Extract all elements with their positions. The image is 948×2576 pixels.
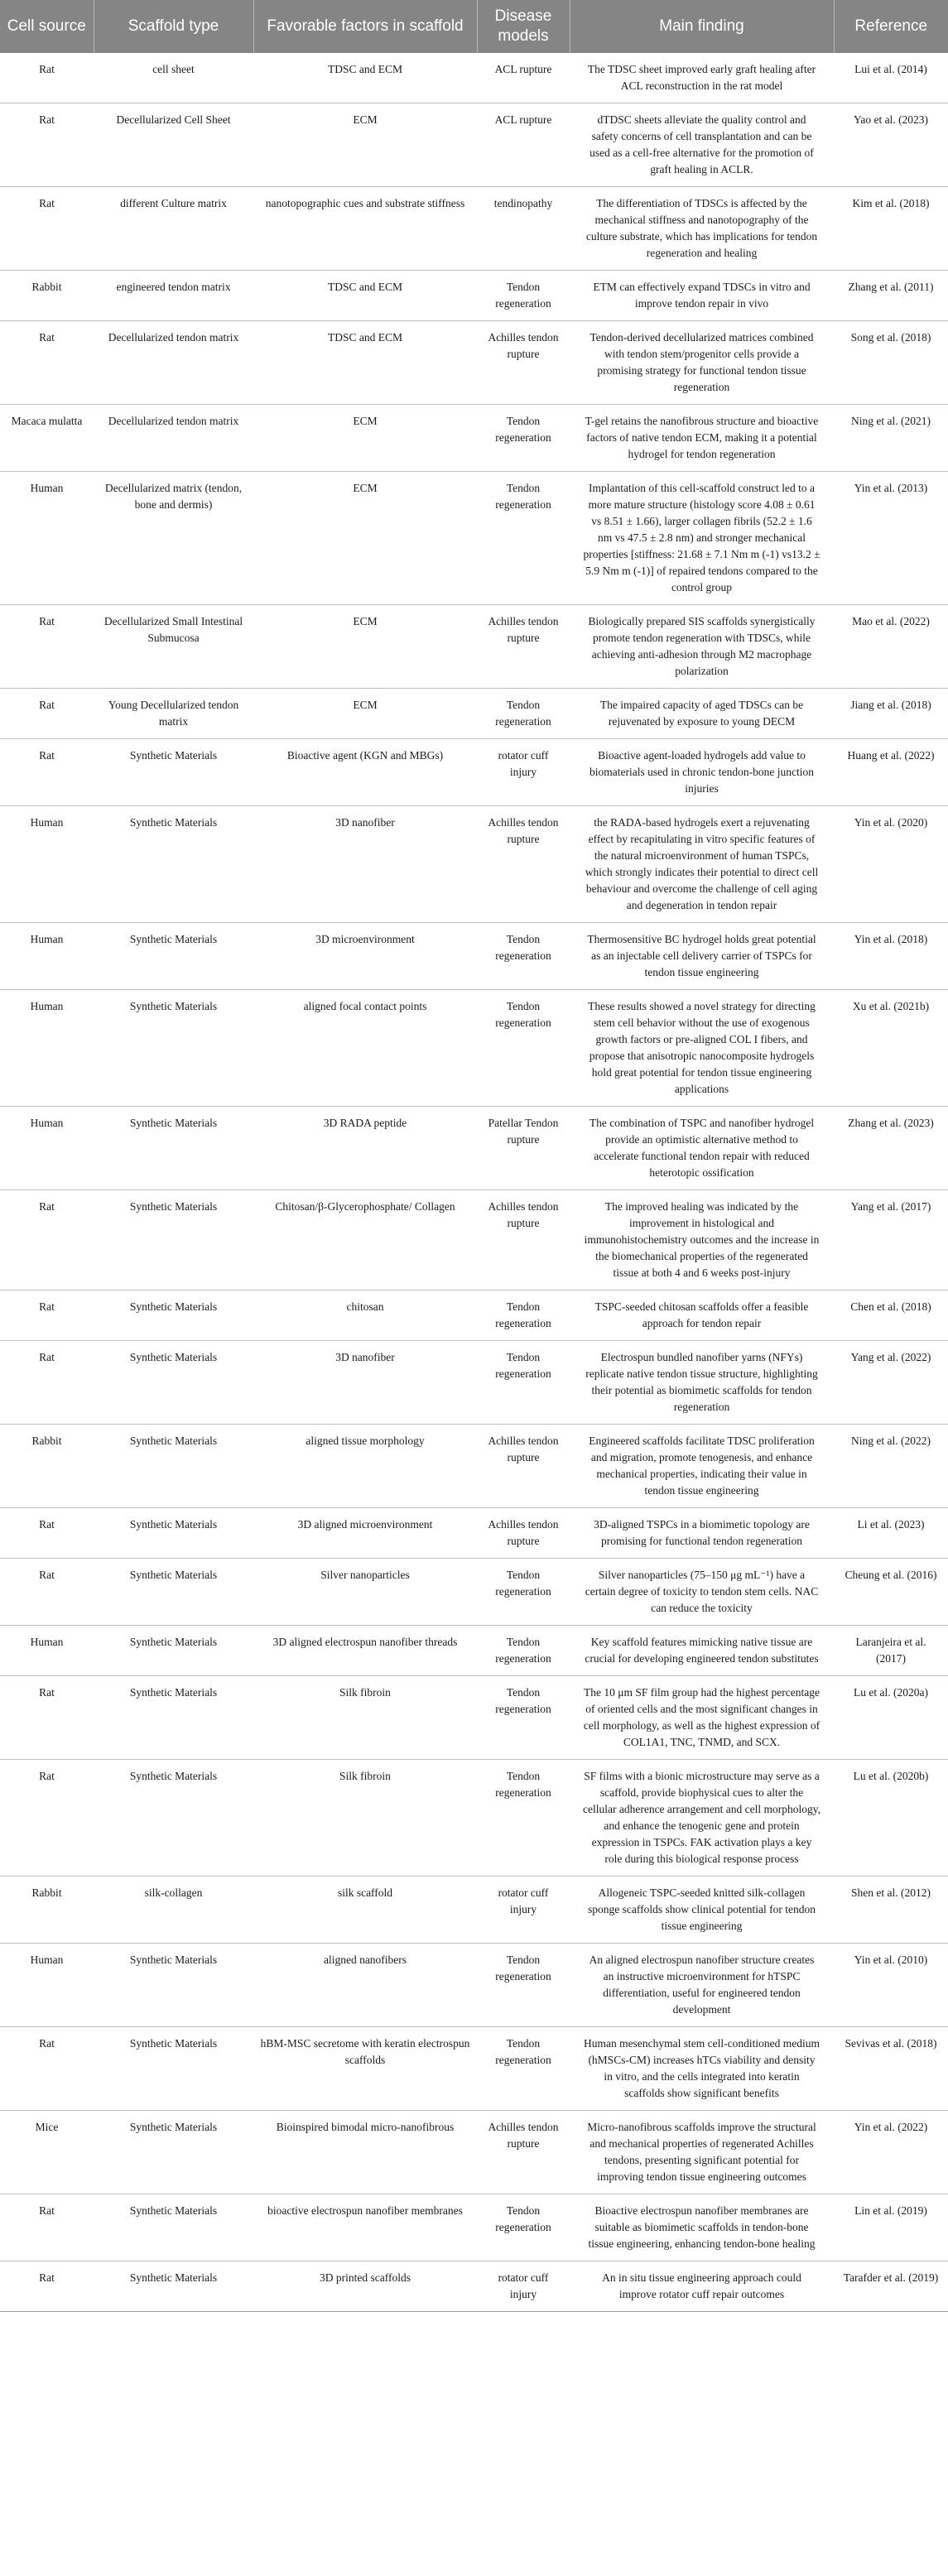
main-finding-cell: dTDSC sheets alleviate the quality control and safety concerns of cell transplantation and can be used as a cell-free alternative for the promotion of graft healing in ACLR. [570,103,834,187]
main-finding-cell: The impaired capacity of aged TDSCs can be rejuvenated by exposure to young DECM [570,689,834,739]
scaffold-type-cell: Synthetic Materials [94,923,253,990]
scaffold-type-cell: Decellularized matrix (tendon, bone and dermis) [94,472,253,605]
reference-cell: Chen et al. (2018) [834,1290,948,1341]
reference-cell: Yang et al. (2017) [834,1190,948,1290]
header-main-finding: Main finding [570,0,834,53]
table-row [0,2194,948,2261]
reference-cell: Song et al. (2018) [834,321,948,405]
scaffold-type-cell: Synthetic Materials [94,990,253,1107]
cell-source-cell: Rat [0,605,94,689]
disease-model-cell: ACL rupture [477,103,570,187]
cell-source-cell: Rat [0,1290,94,1341]
cell-source-cell: Human [0,1107,94,1190]
table-row [0,1107,948,1190]
main-finding-cell: The 10 μm SF film group had the highest percentage of oriented cells and the most significant changes in cell morphology, as well as the highest expression of COL1A1, TNC, TNMD, and SCX. [570,1676,834,1760]
cell-source-cell: Rat [0,321,94,405]
reference-cell: Lu et al. (2020a) [834,1676,948,1760]
cell-source-cell: Human [0,923,94,990]
header-cell-source: Cell source [0,0,94,53]
scaffold-type-cell: Synthetic Materials [94,1626,253,1676]
header-disease-models: Disease models [477,0,570,53]
scaffold-type-cell: Synthetic Materials [94,1944,253,2027]
disease-model-cell: Tendon regeneration [477,689,570,739]
reference-cell: Mao et al. (2022) [834,605,948,689]
scaffold-type-cell: Synthetic Materials [94,1107,253,1190]
disease-model-cell: rotator cuff injury [477,2261,570,2312]
main-finding-cell: SF films with a bionic microstructure may serve as a scaffold, provide biophysical cues to alter the cellular adherence arrangement and cell morphology, and enhance the tenogenic gene and protein expression in TSPCs. FAK activation plays a key role during this biological response process [570,1760,834,1877]
disease-model-cell: Tendon regeneration [477,271,570,321]
cell-source-cell: Rabbit [0,1425,94,1508]
table-row [0,2111,948,2194]
table-row [0,321,948,405]
reference-cell: Ning et al. (2021) [834,405,948,472]
cell-source-cell: Macaca mulatta [0,405,94,472]
table-row [0,103,948,187]
main-finding-cell: Biologically prepared SIS scaffolds synergistically promote tendon regeneration with TDSCs, while achieving anti-adhesion through M2 macrophage polarization [570,605,834,689]
disease-model-cell: Tendon regeneration [477,990,570,1107]
disease-model-cell: Tendon regeneration [477,1944,570,2027]
cell-source-cell: Rat [0,1676,94,1760]
table-row [0,1760,948,1877]
disease-model-cell: ACL rupture [477,53,570,103]
favorable-factors-cell: ECM [253,103,477,187]
main-finding-cell: Key scaffold features mimicking native tissue are crucial for developing engineered tendon substitutes [570,1626,834,1676]
main-finding-cell: Engineered scaffolds facilitate TDSC proliferation and migration, promote tenogenesis, and enhance mechanical properties, indicating their value in tendon tissue engineering [570,1425,834,1508]
reference-cell: Jiang et al. (2018) [834,689,948,739]
table-row [0,1877,948,1944]
header-row [0,0,948,53]
cell-source-cell: Rat [0,1760,94,1877]
table-row [0,923,948,990]
scaffold-type-cell: Decellularized Cell Sheet [94,103,253,187]
reference-cell: Yang et al. (2022) [834,1341,948,1425]
cell-source-cell: Rat [0,2194,94,2261]
scaffold-type-cell: Synthetic Materials [94,1676,253,1760]
favorable-factors-cell: aligned nanofibers [253,1944,477,2027]
table-row [0,739,948,806]
scaffold-type-cell: Synthetic Materials [94,2111,253,2194]
cell-source-cell: Human [0,472,94,605]
favorable-factors-cell: TDSC and ECM [253,321,477,405]
table-row [0,187,948,271]
favorable-factors-cell: silk scaffold [253,1877,477,1944]
cell-source-cell: Rabbit [0,271,94,321]
favorable-factors-cell: ECM [253,689,477,739]
disease-model-cell: Achilles tendon rupture [477,806,570,923]
cell-source-cell: Rat [0,689,94,739]
scaffold-type-cell: Synthetic Materials [94,1559,253,1626]
main-finding-cell: ETM can effectively expand TDSCs in vitro and improve tendon repair in vivo [570,271,834,321]
main-finding-cell: Bioactive agent-loaded hydrogels add value to biomaterials used in chronic tendon-bone junction injuries [570,739,834,806]
reference-cell: Shen et al. (2012) [834,1877,948,1944]
scaffold-type-cell: Synthetic Materials [94,1290,253,1341]
table-row [0,2027,948,2111]
disease-model-cell: Tendon regeneration [477,2194,570,2261]
main-finding-cell: T-gel retains the nanofibrous structure and bioactive factors of native tendon ECM, making it a potential hydrogel for tendon regeneration [570,405,834,472]
header-favorable-factors: Favorable factors in scaffold [253,0,477,53]
cell-source-cell: Rat [0,1559,94,1626]
table-row [0,1559,948,1626]
scaffold-type-cell: Decellularized tendon matrix [94,321,253,405]
favorable-factors-cell: Silver nanoparticles [253,1559,477,1626]
main-finding-cell: Silver nanoparticles (75–150 μg mL⁻¹) have a certain degree of toxicity to tendon stem cells. NAC can reduce the toxicity [570,1559,834,1626]
scaffold-type-cell: Decellularized Small Intestinal Submucosa [94,605,253,689]
favorable-factors-cell: aligned tissue morphology [253,1425,477,1508]
favorable-factors-cell: hBM-MSC secretome with keratin electrospun scaffolds [253,2027,477,2111]
reference-cell: Yin et al. (2022) [834,2111,948,2194]
table-row [0,990,948,1107]
table-row [0,2261,948,2312]
main-finding-cell: These results showed a novel strategy for directing stem cell behavior without the use of exogenous growth factors or pre-aligned COL I fibers, and propose that anisotropic nanocomposite hydrogels hold great potential for tendon tissue engineering applications [570,990,834,1107]
disease-model-cell: Tendon regeneration [477,1559,570,1626]
main-finding-cell: Allogeneic TSPC-seeded knitted silk-collagen sponge scaffolds show clinical potential for tendon tissue engineering [570,1877,834,1944]
favorable-factors-cell: Silk fibroin [253,1760,477,1877]
disease-model-cell: Tendon regeneration [477,1760,570,1877]
reference-cell: Laranjeira et al. (2017) [834,1626,948,1676]
table-row [0,271,948,321]
cell-source-cell: Rat [0,739,94,806]
favorable-factors-cell: ECM [253,405,477,472]
disease-model-cell: Tendon regeneration [477,405,570,472]
scaffold-type-cell: Synthetic Materials [94,1425,253,1508]
main-finding-cell: Thermosensitive BC hydrogel holds great potential as an injectable cell delivery carrier of TSPCs for tendon tissue engineering [570,923,834,990]
favorable-factors-cell: 3D aligned electrospun nanofiber threads [253,1626,477,1676]
main-finding-cell: Micro-nanofibrous scaffolds improve the structural and mechanical properties of regenerated Achilles tendons, presenting significant potential for improving tendon tissue engineering outcomes [570,2111,834,2194]
table-row [0,1944,948,2027]
scaffold-type-cell: Synthetic Materials [94,1190,253,1290]
reference-cell: Zhang et al. (2023) [834,1107,948,1190]
table-header [0,0,948,53]
table-row [0,806,948,923]
cell-source-cell: Mice [0,2111,94,2194]
favorable-factors-cell: TDSC and ECM [253,53,477,103]
favorable-factors-cell: Chitosan/β-Glycerophosphate/ Collagen [253,1190,477,1290]
favorable-factors-cell: 3D nanofiber [253,806,477,923]
main-finding-cell: TSPC-seeded chitosan scaffolds offer a feasible approach for tendon repair [570,1290,834,1341]
cell-source-cell: Rat [0,53,94,103]
reference-cell: Li et al. (2023) [834,1508,948,1559]
table-row [0,405,948,472]
main-finding-cell: Electrospun bundled nanofiber yarns (NFYs) replicate native tendon tissue structure, highlighting their potential as biomimetic scaffolds for tendon regeneration [570,1341,834,1425]
table-row [0,1425,948,1508]
reference-cell: Tarafder et al. (2019) [834,2261,948,2312]
main-finding-cell: Human mesenchymal stem cell-conditioned medium (hMSCs-CM) increases hTCs viability and density in vitro, and the cells integrated into keratin scaffolds show significant benefits [570,2027,834,2111]
cell-source-cell: Human [0,1944,94,2027]
reference-cell: Yao et al. (2023) [834,103,948,187]
table-row [0,472,948,605]
favorable-factors-cell: Bioinspired bimodal micro-nanofibrous [253,2111,477,2194]
main-finding-cell: The TDSC sheet improved early graft healing after ACL reconstruction in the rat model [570,53,834,103]
favorable-factors-cell: 3D printed scaffolds [253,2261,477,2312]
disease-model-cell: Tendon regeneration [477,1290,570,1341]
main-finding-cell: 3D-aligned TSPCs in a biomimetic topology are promising for functional tendon regeneration [570,1508,834,1559]
disease-model-cell: Achilles tendon rupture [477,1190,570,1290]
favorable-factors-cell: 3D RADA peptide [253,1107,477,1190]
favorable-factors-cell: aligned focal contact points [253,990,477,1107]
reference-cell: Cheung et al. (2016) [834,1559,948,1626]
favorable-factors-cell: Silk fibroin [253,1676,477,1760]
header-reference: Reference [834,0,948,53]
favorable-factors-cell: 3D microenvironment [253,923,477,990]
table-body [0,53,948,2312]
favorable-factors-cell: ECM [253,472,477,605]
table-row [0,1341,948,1425]
scaffold-type-cell: Synthetic Materials [94,2194,253,2261]
main-finding-cell: The combination of TSPC and nanofiber hydrogel provide an optimistic alternative method to accelerate functional tendon repair with reduced heterotopic ossification [570,1107,834,1190]
reference-cell: Ning et al. (2022) [834,1425,948,1508]
reference-cell: Yin et al. (2020) [834,806,948,923]
favorable-factors-cell: TDSC and ECM [253,271,477,321]
scaffold-type-cell: Synthetic Materials [94,2261,253,2312]
reference-cell: Lui et al. (2014) [834,53,948,103]
scaffold-type-cell: Synthetic Materials [94,739,253,806]
reference-cell: Kim et al. (2018) [834,187,948,271]
table-row [0,1190,948,1290]
disease-model-cell: Achilles tendon rupture [477,1508,570,1559]
scaffold-type-cell: engineered tendon matrix [94,271,253,321]
favorable-factors-cell: chitosan [253,1290,477,1341]
favorable-factors-cell: Bioactive agent (KGN and MBGs) [253,739,477,806]
reference-cell: Sevivas et al. (2018) [834,2027,948,2111]
favorable-factors-cell: ECM [253,605,477,689]
cell-source-cell: Rat [0,1508,94,1559]
table-row [0,1508,948,1559]
cell-source-cell: Rat [0,187,94,271]
disease-model-cell: Tendon regeneration [477,1626,570,1676]
disease-model-cell: Achilles tendon rupture [477,1425,570,1508]
favorable-factors-cell: 3D aligned microenvironment [253,1508,477,1559]
table-row [0,689,948,739]
main-finding-cell: Tendon-derived decellularized matrices combined with tendon stem/progenitor cells provide a promising strategy for functional tendon tissue regeneration [570,321,834,405]
table-row [0,1626,948,1676]
table-row [0,605,948,689]
scaffold-type-cell: Young Decellularized tendon matrix [94,689,253,739]
scaffold-type-cell: Synthetic Materials [94,1760,253,1877]
cell-source-cell: Rat [0,1190,94,1290]
scaffold-type-cell: different Culture matrix [94,187,253,271]
cell-source-cell: Human [0,806,94,923]
reference-cell: Yin et al. (2018) [834,923,948,990]
disease-model-cell: Tendon regeneration [477,2027,570,2111]
main-finding-cell: Bioactive electrospun nanofiber membranes are suitable as biomimetic scaffolds in tendon-bone tissue engineering, enhancing tendon-bone healing [570,2194,834,2261]
disease-model-cell: Patellar Tendon rupture [477,1107,570,1190]
main-finding-cell: The improved healing was indicated by the improvement in histological and immunohistochemistry outcomes and the increase in the biomechanical properties of the regenerated tissue at both 4 and 6 weeks post-injury [570,1190,834,1290]
main-finding-cell: the RADA-based hydrogels exert a rejuvenating effect by recapitulating in vitro specific features of the natural microenvironment of human TSPCs, which strongly indicates their potential to direct cell behaviour and overcome the challenge of cell aging and degeneration in tendon repair [570,806,834,923]
disease-model-cell: tendinopathy [477,187,570,271]
table-row [0,1676,948,1760]
scaffold-type-cell: Synthetic Materials [94,806,253,923]
favorable-factors-cell: nanotopographic cues and substrate stiffness [253,187,477,271]
favorable-factors-cell: 3D nanofiber [253,1341,477,1425]
disease-model-cell: Tendon regeneration [477,472,570,605]
cell-source-cell: Rabbit [0,1877,94,1944]
scaffold-type-cell: cell sheet [94,53,253,103]
reference-cell: Lin et al. (2019) [834,2194,948,2261]
cell-source-cell: Rat [0,103,94,187]
reference-cell: Yin et al. (2010) [834,1944,948,2027]
table-row [0,53,948,103]
disease-model-cell: Tendon regeneration [477,1341,570,1425]
cell-source-cell: Rat [0,2261,94,2312]
main-finding-cell: An in situ tissue engineering approach could improve rotator cuff repair outcomes [570,2261,834,2312]
scaffold-type-cell: Synthetic Materials [94,1508,253,1559]
disease-model-cell: Tendon regeneration [477,923,570,990]
scaffold-type-cell: Decellularized tendon matrix [94,405,253,472]
disease-model-cell: Achilles tendon rupture [477,605,570,689]
table-row [0,1290,948,1341]
scaffold-type-cell: Synthetic Materials [94,2027,253,2111]
disease-model-cell: rotator cuff injury [477,1877,570,1944]
reference-cell: Yin et al. (2013) [834,472,948,605]
disease-model-cell: rotator cuff injury [477,739,570,806]
main-finding-cell: Implantation of this cell-scaffold construct led to a more mature structure (histology score 4.08 ± 0.61 vs 8.51 ± 1.66), larger collagen fibrils (52.2 ± 1.6 nm vs 47.5 ± 2.8 nm) and stronger mechanical properties [stiffness: 21.68 ± 7.1 Nm m (-1) vs13.2 ± 5.9 Nm m (-1)] of repaired tendons compared to the control group [570,472,834,605]
disease-model-cell: Achilles tendon rupture [477,2111,570,2194]
scaffold-type-cell: silk-collagen [94,1877,253,1944]
cell-source-cell: Rat [0,1341,94,1425]
disease-model-cell: Tendon regeneration [477,1676,570,1760]
reference-cell: Lu et al. (2020b) [834,1760,948,1877]
scaffold-type-cell: Synthetic Materials [94,1341,253,1425]
cell-source-cell: Human [0,1626,94,1676]
reference-cell: Xu et al. (2021b) [834,990,948,1107]
main-finding-cell: The differentiation of TDSCs is affected by the mechanical stiffness and nanotopography of the culture substrate, which has implications for tendon regeneration and healing [570,187,834,271]
reference-cell: Zhang et al. (2011) [834,271,948,321]
header-scaffold-type: Scaffold type [94,0,253,53]
reference-cell: Huang et al. (2022) [834,739,948,806]
cell-source-cell: Rat [0,2027,94,2111]
main-finding-cell: An aligned electrospun nanofiber structure creates an instructive microenvironment for hTSPC differentiation, useful for engineered tendon development [570,1944,834,2027]
cell-source-cell: Human [0,990,94,1107]
disease-model-cell: Achilles tendon rupture [477,321,570,405]
favorable-factors-cell: bioactive electrospun nanofiber membranes [253,2194,477,2261]
